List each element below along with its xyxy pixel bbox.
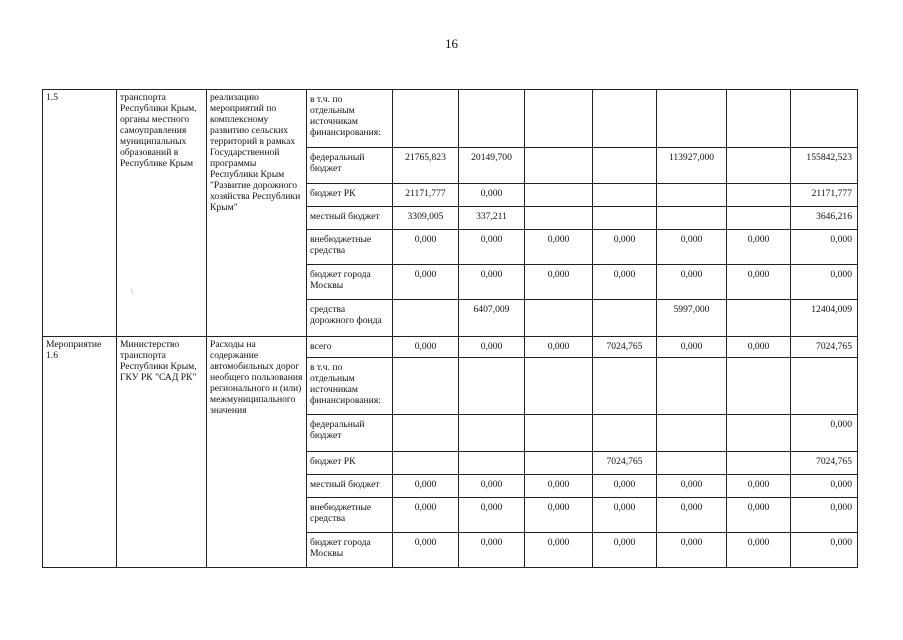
budget-table — [42, 89, 858, 568]
page-number: 16 — [445, 36, 458, 51]
funding-source-cell: федеральный бюджет — [307, 148, 393, 184]
amount-cell: 0,000 — [657, 337, 727, 358]
amount-cell: 0,000 — [525, 475, 593, 498]
amount-cell: 0,000 — [393, 533, 459, 568]
measure-code-cell: Мероприятие 1.6 — [43, 337, 117, 568]
amount-cell: 0,000 — [791, 475, 858, 498]
amount-cell — [593, 148, 657, 184]
funding-source-cell: федеральный бюджет — [307, 415, 393, 452]
amount-cell: 0,000 — [593, 498, 657, 533]
amount-cell — [727, 90, 791, 148]
amount-cell: 0,000 — [459, 533, 525, 568]
amount-cell — [593, 90, 657, 148]
amount-cell: 0,000 — [657, 230, 727, 265]
amount-cell — [593, 300, 657, 337]
amount-cell: 12404,009 — [791, 300, 858, 337]
amount-cell — [525, 207, 593, 230]
amount-cell: 0,000 — [459, 230, 525, 265]
table-row — [43, 90, 858, 148]
amount-cell — [393, 415, 459, 452]
amount-cell — [727, 148, 791, 184]
amount-cell: 0,000 — [727, 265, 791, 300]
amount-cell: 0,000 — [459, 498, 525, 533]
funding-source-cell: внебюджетные средства — [307, 498, 393, 533]
amount-cell — [727, 452, 791, 475]
description-cell: реализацию мероприятий по комплексному развитию сельских территорий в рамках Государственной программы Республики Крым "Развитие дорожного хозяйства Республики Крым" — [207, 90, 307, 337]
amount-cell — [657, 184, 727, 207]
amount-cell: 20149,700 — [459, 148, 525, 184]
amount-cell: 0,000 — [727, 337, 791, 358]
amount-cell: 0,000 — [525, 498, 593, 533]
amount-cell: 6407,009 — [459, 300, 525, 337]
amount-cell — [727, 415, 791, 452]
amount-cell: 0,000 — [657, 498, 727, 533]
amount-cell: 0,000 — [525, 533, 593, 568]
measure-code-cell: 1.5 — [43, 90, 117, 337]
amount-cell: 0,000 — [727, 498, 791, 533]
table-body — [43, 90, 858, 568]
amount-cell: 0,000 — [393, 265, 459, 300]
amount-cell: 7024,765 — [791, 452, 858, 475]
funding-source-cell: бюджет РК — [307, 452, 393, 475]
amount-cell — [593, 358, 657, 415]
amount-cell: 113927,000 — [657, 148, 727, 184]
amount-cell — [525, 148, 593, 184]
amount-cell — [525, 90, 593, 148]
amount-cell: 0,000 — [459, 337, 525, 358]
amount-cell — [525, 358, 593, 415]
amount-cell: 0,000 — [459, 265, 525, 300]
amount-cell: 0,000 — [791, 230, 858, 265]
amount-cell: 0,000 — [393, 475, 459, 498]
amount-cell: 7024,765 — [791, 337, 858, 358]
amount-cell — [393, 452, 459, 475]
amount-cell: 0,000 — [525, 265, 593, 300]
amount-cell — [727, 300, 791, 337]
amount-cell — [727, 358, 791, 415]
amount-cell: 5997,000 — [657, 300, 727, 337]
amount-cell: 7024,765 — [593, 452, 657, 475]
amount-cell: 0,000 — [657, 533, 727, 568]
amount-cell: 0,000 — [525, 230, 593, 265]
amount-cell: 0,000 — [393, 498, 459, 533]
amount-cell: 0,000 — [393, 337, 459, 358]
description-cell: Расходы на содержание автомобильных дорог необщего пользования регионального и (или) межмуниципального значения — [207, 337, 307, 568]
amount-cell: 7024,765 — [593, 337, 657, 358]
amount-cell — [791, 90, 858, 148]
amount-cell — [459, 415, 525, 452]
amount-cell: 0,000 — [727, 533, 791, 568]
funding-source-cell: внебюджетные средства — [307, 230, 393, 265]
amount-cell — [593, 207, 657, 230]
amount-cell — [393, 300, 459, 337]
amount-cell — [593, 415, 657, 452]
amount-cell — [393, 358, 459, 415]
amount-cell: 0,000 — [593, 533, 657, 568]
amount-cell: 337,211 — [459, 207, 525, 230]
amount-cell: 0,000 — [593, 230, 657, 265]
scan-mark: \ — [131, 287, 134, 297]
amount-cell: 0,000 — [791, 533, 858, 568]
amount-cell: 21171,777 — [393, 184, 459, 207]
amount-cell: 0,000 — [657, 475, 727, 498]
amount-cell — [525, 184, 593, 207]
funding-source-cell: бюджет города Москвы — [307, 533, 393, 568]
amount-cell — [525, 415, 593, 452]
amount-cell — [657, 452, 727, 475]
amount-cell: 0,000 — [393, 230, 459, 265]
amount-cell — [459, 90, 525, 148]
executor-cell: Министерство транспорта Республики Крым, ГКУ РК "САД РК" — [117, 337, 207, 568]
amount-cell — [727, 184, 791, 207]
amount-cell: 0,000 — [657, 265, 727, 300]
funding-source-cell: бюджет РК — [307, 184, 393, 207]
funding-source-cell: бюджет города Москвы — [307, 265, 393, 300]
amount-cell: 0,000 — [791, 265, 858, 300]
amount-cell — [657, 415, 727, 452]
funding-source-cell: в т.ч. по отдельным источникам финансирования: — [307, 90, 393, 148]
amount-cell: 0,000 — [525, 337, 593, 358]
amount-cell — [525, 300, 593, 337]
funding-source-cell: всего — [307, 337, 393, 358]
funding-source-cell: средства дорожного фонда — [307, 300, 393, 337]
funding-source-cell: местный бюджет — [307, 207, 393, 230]
amount-cell: 0,000 — [727, 475, 791, 498]
amount-cell: 3646,216 — [791, 207, 858, 230]
amount-cell — [593, 184, 657, 207]
amount-cell — [393, 90, 459, 148]
amount-cell: 21171,777 — [791, 184, 858, 207]
executor-cell: транспорта Республики Крым, органы местного самоуправления муниципальных образований в Республике Крым — [117, 90, 207, 337]
amount-cell: 0,000 — [459, 475, 525, 498]
amount-cell — [459, 358, 525, 415]
amount-cell: 0,000 — [593, 265, 657, 300]
amount-cell — [459, 452, 525, 475]
funding-source-cell: в т.ч. по отдельным источникам финансирования: — [307, 358, 393, 415]
amount-cell — [657, 358, 727, 415]
amount-cell — [525, 452, 593, 475]
amount-cell — [657, 207, 727, 230]
funding-source-cell: местный бюджет — [307, 475, 393, 498]
amount-cell: 3309,005 — [393, 207, 459, 230]
amount-cell: 21765,823 — [393, 148, 459, 184]
amount-cell: 0,000 — [459, 184, 525, 207]
amount-cell — [657, 90, 727, 148]
amount-cell — [727, 207, 791, 230]
amount-cell: 155842,523 — [791, 148, 858, 184]
amount-cell — [791, 358, 858, 415]
amount-cell: 0,000 — [791, 498, 858, 533]
amount-cell: 0,000 — [791, 415, 858, 452]
table-row — [43, 337, 858, 358]
amount-cell: 0,000 — [727, 230, 791, 265]
amount-cell: 0,000 — [593, 475, 657, 498]
